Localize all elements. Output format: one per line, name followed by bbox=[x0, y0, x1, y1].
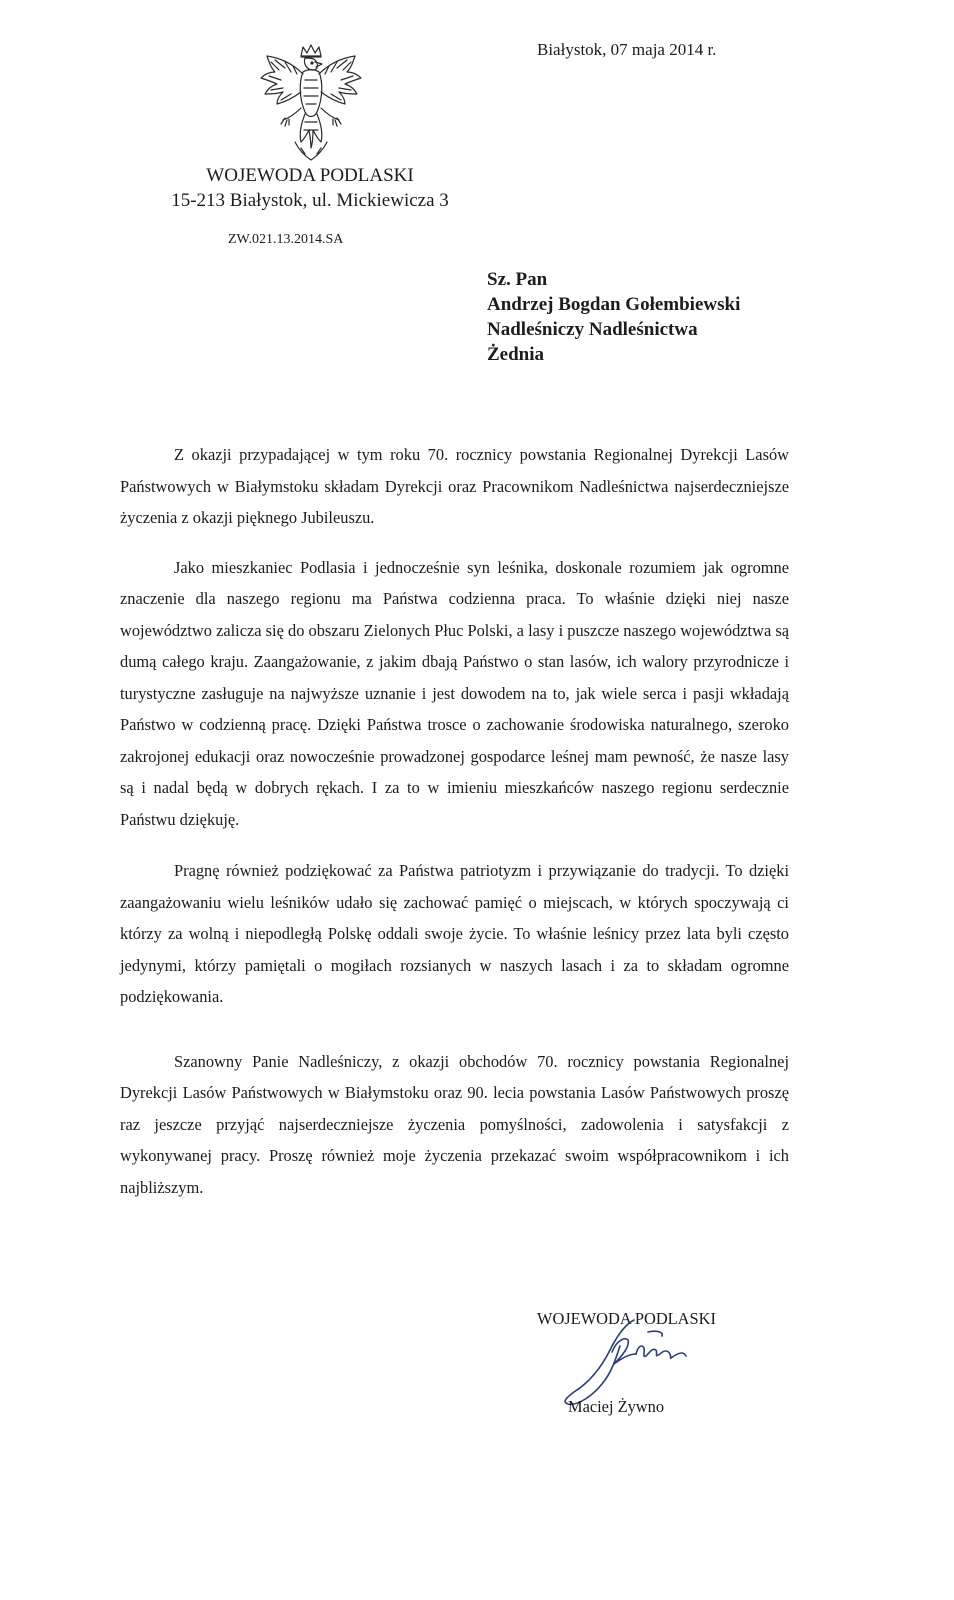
body-paragraph: Jako mieszkaniec Podlasia i jednocześnie syn leśnika, doskonale rozumiem jak ogromne znaczenie dla naszego regionu ma Państwa codzienna praca. To właśnie dzięki niej nasze województwo zalicza się do obszaru Zielonych Płuc Polski, a lasy i puszcze naszego województwa są dumą całego kraju. Zaangażowanie, z jakim dbają Państwo o stan lasów, ich walory przyrodnicze i turystyczne zasługuje na najwyższe uznanie i jest dowodem na to, jak wiele serca i pasji wkładają Państwo w codzienną pracę. Dzięki Państwa trosce o zachowanie środowiska naturalnego, szeroko zakrojonej edukacji oraz nowocześnie prowadzonej gospodarce leśnej mam pewność, że nasze lasy są i nadal będą w dobrych rękach. I za to w imieniu mieszkańców naszego regionu serdecznie Państwu dziękuję. bbox=[120, 557, 789, 829]
sender-address: 15-213 Białystok, ul. Mickiewicza 3 bbox=[171, 190, 449, 211]
place-and-date: Białystok, 07 maja 2014 r. bbox=[537, 40, 717, 59]
body-paragraph: Z okazji przypadającej w tym roku 70. rocznicy powstania Regionalnej Dyrekcji Lasów Państwowych w Białymstoku składam Dyrekcji oraz Pracownikom Nadleśnictwa najserdeczniejsze życzenia z okazji pięknego Jubileuszu. bbox=[120, 445, 789, 527]
polish-eagle-emblem-icon bbox=[255, 42, 367, 164]
signature-title: WOJEWODA PODLASKI bbox=[537, 1309, 716, 1328]
body-paragraph: Szanowny Panie Nadleśniczy, z okazji obchodów 70. rocznicy powstania Regionalnej Dyrekcji Lasów Państwowych w Białymstoku oraz 90. lecia powstania Lasów Państwowych proszę raz jeszcze przyjąć najserdeczniejsze życzenia pomyślności, zadowolenia i satysfakcji z wykonywanej pracy. Proszę również moje życzenia przekazać swoim współpracownikom i ich najbliższym. bbox=[120, 1051, 789, 1197]
reference-number: ZW.021.13.2014.SA bbox=[228, 232, 344, 247]
sender-block bbox=[0, 163, 620, 213]
recipient-block bbox=[487, 267, 740, 367]
signature-name: Maciej Żywno bbox=[568, 1397, 665, 1416]
recipient-name: Andrzej Bogdan Gołembiewski bbox=[487, 294, 741, 315]
recipient-position: Nadleśniczy Nadleśnictwa bbox=[487, 319, 698, 340]
letter-body bbox=[120, 439, 789, 1221]
body-paragraph: Pragnę również podziękować za Państwa patriotyzm i przywiązanie do tradycji. To dzięki zaangażowaniu wielu leśników udało się zachować pamięć o miejscach, w których spoczywają ci którzy za wolną i niepodległą Polskę oddali swoje życie. To właśnie leśnicy przez lata byli często jedynymi, którzy pamiętali o mogiłach rozsianych w naszych lasach i za to składam ogromne podziękowania. bbox=[120, 861, 789, 1006]
recipient-unit: Żednia bbox=[487, 344, 545, 365]
sender-title: WOJEWODA PODLASKI bbox=[206, 165, 414, 186]
recipient-salutation: Sz. Pan bbox=[487, 269, 548, 290]
